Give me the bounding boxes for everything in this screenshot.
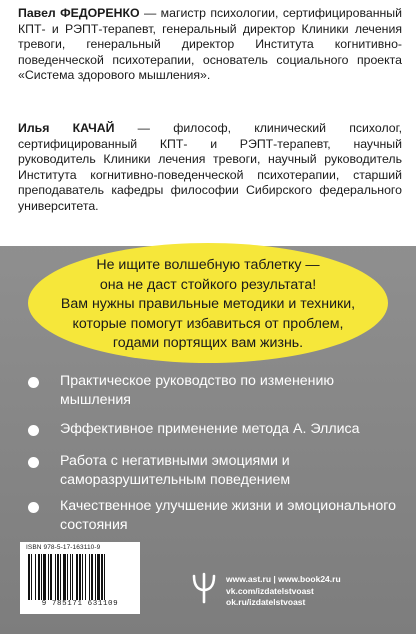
author-name-2: Илья КАЧАЙ	[18, 121, 115, 135]
callout-line-5: годами портящих вам жизнь.	[112, 335, 304, 352]
bullet-dot-icon	[28, 425, 39, 436]
feature-item	[28, 372, 398, 409]
feature-item	[28, 420, 360, 439]
publisher-link-vk[interactable]: vk.com/izdatelstvoast	[226, 585, 314, 596]
callout-line-4: которые помогут избавиться от проблем,	[72, 315, 344, 332]
isbn-label: ISBN 978-5-17-163110-9	[26, 544, 101, 551]
feature-text: Практическое руководство по изменению мышления	[60, 373, 335, 408]
author-bio-1	[18, 6, 402, 84]
author-bio-2	[18, 121, 402, 215]
callout-line-3: Вам нужны правильные методики и техники,	[60, 296, 356, 313]
author-bio-panel	[0, 0, 416, 246]
callout-text	[40, 256, 376, 354]
feature-text: Качественное улучшение жизни и эмоционального состояния	[60, 498, 396, 533]
feature-text: Работа с негативными эмоциями и саморазрушительным поведением	[60, 453, 291, 488]
author-description-2: — философ, клинический психолог, сертифицированный КПТ- и РЭПТ-терапевт, научный руководитель Клиники лечения тревоги, научный руководитель Института когнитивно-поведенческой психотерапии, старший преподаватель кафедры философии Сибирского федерального университета.	[18, 121, 403, 213]
barcode-number: 9 785171 631109	[41, 600, 119, 608]
publisher-links	[226, 574, 406, 609]
barcode-bars	[28, 554, 132, 600]
publisher-link-sites[interactable]: www.ast.ru | www.book24.ru	[226, 574, 341, 584]
feature-item	[28, 452, 398, 489]
barcode	[20, 542, 140, 614]
bullet-dot-icon	[28, 457, 39, 468]
author-name-1: Павел ФЕДОРЕНКО	[18, 6, 140, 20]
feature-item	[28, 497, 398, 534]
feature-text: Эффективное применение метода А. Эллиса	[60, 421, 360, 437]
bullet-dot-icon	[28, 377, 39, 388]
psi-icon	[190, 572, 218, 604]
callout-line-2: она не даст стойкого результата!	[99, 276, 317, 293]
publisher-link-ok[interactable]: ok.ru/izdatelstvoast	[226, 597, 306, 607]
callout-line-1: Не ищите волшебную таблетку —	[96, 257, 320, 273]
author-description-1: — магистр психологии, сертифицированный КПТ- и РЭПТ-терапевт, генеральный директор Клиники лечения тревоги, генеральный директор Института когнитивно-поведенческой психотерапии, основатель социального проекта «Система здорового мышления».	[18, 6, 402, 83]
bullet-dot-icon	[28, 502, 39, 513]
